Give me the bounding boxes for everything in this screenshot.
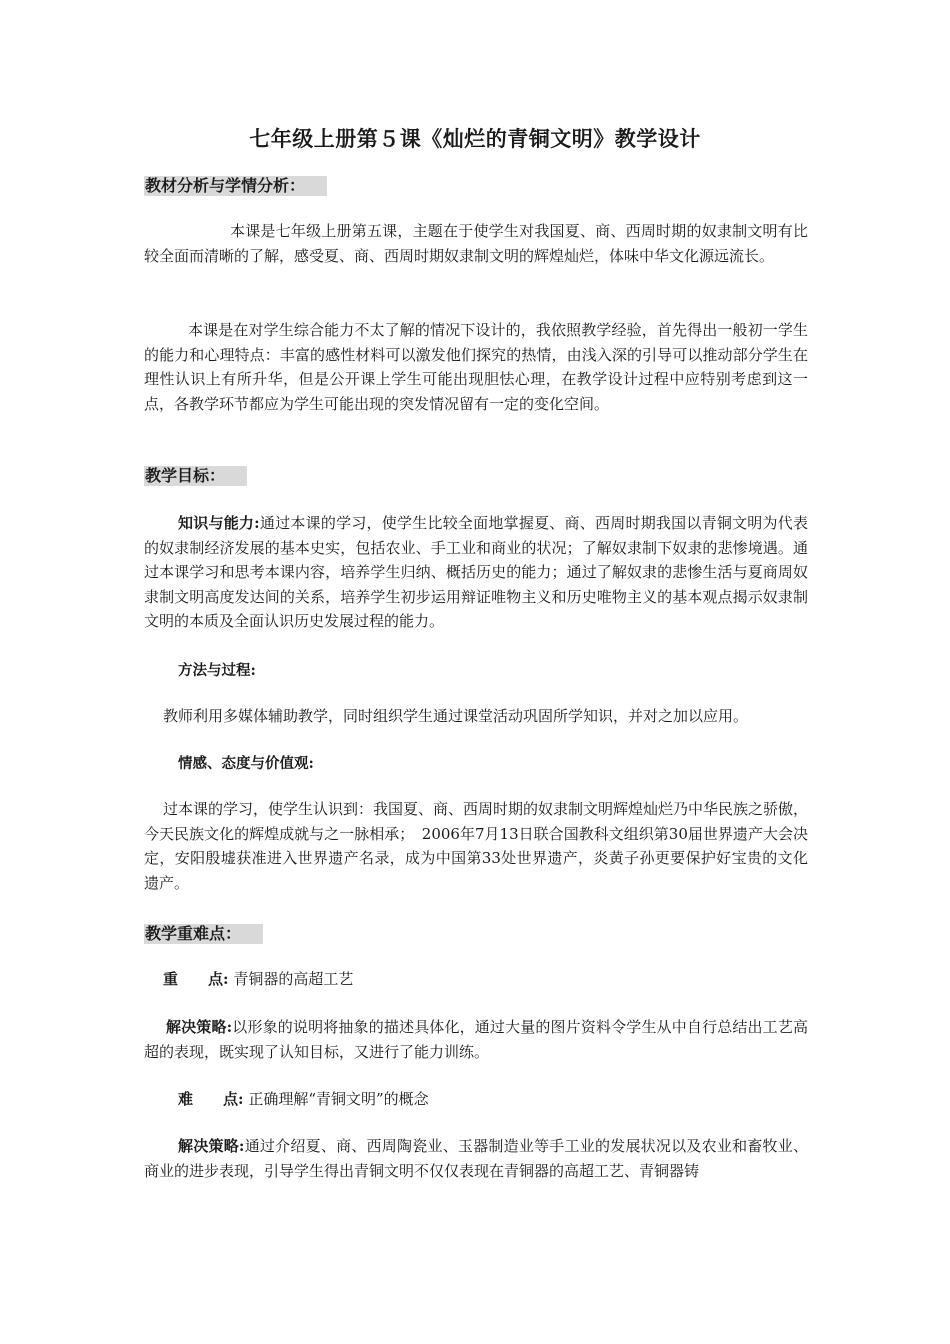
method-process-label: 方法与过程: [178, 662, 256, 679]
document-title: 七年级上册第５课《灿烂的青铜文明》教学设计 [249, 127, 701, 151]
difficult-point-row [178, 1087, 429, 1111]
key-point-row [163, 967, 353, 991]
difficult-point-label: 难 点: [178, 1090, 244, 1108]
key-point-text: 青铜器的高超工艺 [233, 970, 354, 988]
strategy-paragraph-1 [144, 1015, 808, 1064]
difficult-point-text: 正确理解“青铜文明”的概念 [248, 1090, 429, 1108]
knowledge-ability-label: 知识与能力: [178, 514, 260, 532]
knowledge-ability-text: 通过本课的学习，使学生比较全面地掌握夏、商、西周时期我国以青铜文明为代表的奴隶制经济发展的基本史实，包括农业、手工业和商业的状况；了解奴隶制下奴隶的悲惨境遇。通过本课学习和思考本课内容，培养学生归纳、概括历史的能力；通过了解奴隶的悲惨生活与夏商周奴隶制文明高度发达间的关系，培养学生初步运用辩证唯物主义和历史唯物主义的基本观点揭示奴隶制文明的本质及全面认识历史发展过程的能力。 [144, 514, 808, 630]
analysis-paragraph-2: 本课是在对学生综合能力不太了解的情况下设计的，我依照教学经验，首先得出一般初一学生的能力和心理特点：丰富的感性材料可以激发他们探究的热情，由浅入深的引导可以推动部分学生在理性认识上有所升华，但是公开课上学生可能出现胆怯心理，在教学设计过程中应特别考虑到这一点，各教学环节都应为学生可能出现的突发情况留有一定的变化空间。 [144, 321, 808, 413]
emotion-values-text: 过本课的学习，使学生认识到：我国夏、商、西周时期的奴隶制文明辉煌灿烂乃中华民族之骄傲，今天民族文化的辉煌成就与之一脉相承； 2006年7月13日联合国教科文组织第30届世界遗产大会决定，安阳殷墟获准进入世界遗产名录，成为中国第33处世界遗产，炎黄子孙更要保护好宝贵的文化遗产。 [144, 800, 809, 892]
section-heading-key-difficult: 教学重难点： [144, 924, 263, 944]
strategy-2-text: 通过介绍夏、商、西周陶瓷业、玉器制造业等手工业的发展状况以及农业和畜牧业、商业的进步表现，引导学生得出青铜文明不仅仅表现在青铜器的高超工艺、青铜器铸 [144, 1137, 808, 1180]
analysis-paragraph-1: 本课是七年级上册第五课，主题在于使学生对我国夏、商、西周时期的奴隶制文明有比较全面而清晰的了解，感受夏、商、西周时期奴隶制文明的辉煌灿烂，体味中华文化源远流长。 [144, 222, 808, 265]
strategy-1-text: 以形象的说明将抽象的描述具体化，通过大量的图片资料令学生从中自行总结出工艺高超的表现，既实现了认知目标，又进行了能力训练。 [144, 1018, 808, 1061]
strategy-paragraph-2 [144, 1134, 808, 1183]
key-point-label: 重 点: [163, 970, 229, 988]
section-heading-analysis: 教材分析与学情分析： [144, 176, 327, 196]
emotion-values-label: 情感、态度与价值观: [178, 755, 314, 772]
strategy-1-label: 解决策略: [166, 1018, 233, 1036]
strategy-2-label: 解决策略: [178, 1137, 245, 1155]
section-heading-objectives: 教学目标： [144, 466, 247, 486]
method-process-text: 教师利用多媒体辅助教学，同时组织学生通过课堂活动巩固所学知识，并对之加以应用。 [163, 707, 749, 725]
knowledge-ability-paragraph [144, 511, 808, 634]
